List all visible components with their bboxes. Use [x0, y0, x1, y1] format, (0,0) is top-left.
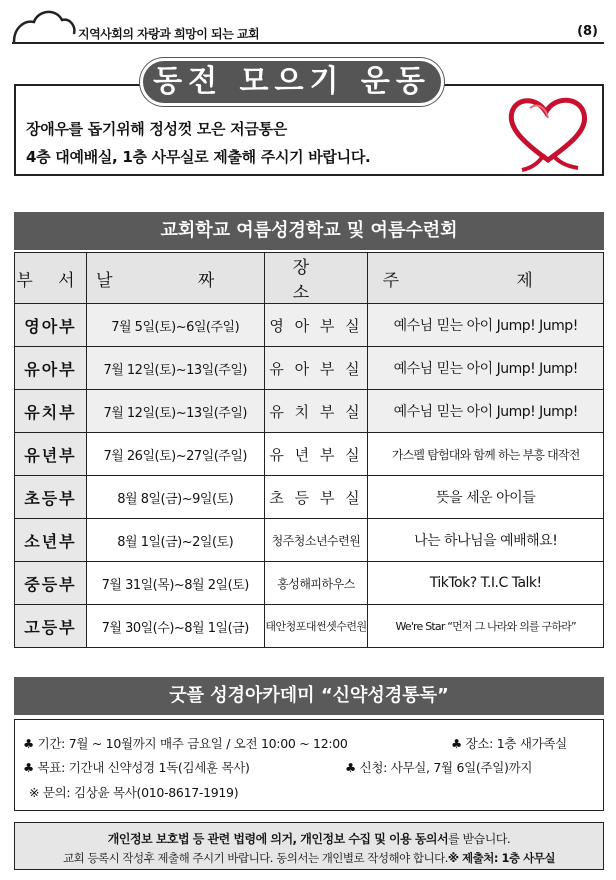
coin-drive-line-2: 4층 대예배실, 1층 사무실로 제출해 주시기 바랍니다.: [26, 148, 371, 166]
table-row: [15, 347, 604, 390]
summer-schedule-table: [14, 252, 604, 648]
coin-drive-line-1: 장애우를 돕기위해 정성껏 모은 저금통은: [26, 120, 287, 138]
theme-cell: 예수님 믿는 아이 Jump! Jump!: [368, 347, 604, 390]
page-header: [12, 8, 604, 44]
bible-academy-banner: 굿플 성경아카데미 “신약성경통독”: [14, 677, 604, 715]
academy-contact: ※ 문의: 김상윤 목사(010-8617-1919): [29, 785, 239, 800]
academy-period: ♣ 기간: 7월 ~ 10월까지 매주 금요일 / 오전 10:00 ~ 12:00: [23, 736, 348, 751]
table-row: [15, 304, 604, 347]
header-theme: 주 제: [368, 253, 604, 304]
header-dept: 부 서: [15, 253, 87, 304]
summer-program-banner: 교회학교 여름성경학교 및 여름수련회: [14, 212, 604, 250]
theme-cell: TikTok? T.I.C Talk!: [368, 562, 604, 605]
header-place: 장 소: [264, 253, 368, 304]
table-row: [15, 605, 604, 648]
privacy-notice-bold: 개인정보 보호법 등 관련 법령에 의거, 개인정보 수집 및 이용 동의서: [107, 832, 449, 846]
date-cell: 7월 12일(토)~13일(주일): [86, 347, 264, 390]
cloud-logo-icon: [12, 8, 78, 44]
table-row: [15, 562, 604, 605]
header-date: 날 짜: [86, 253, 264, 304]
dept-cell: 소년부: [15, 519, 87, 562]
privacy-notice-text: 교회 등록시 작성후 제출해 주시기 바랍니다. 동의서는 개인별로 작성해야 합니다.: [63, 851, 448, 865]
header-tagline: 지역사회의 자랑과 희망이 되는 교회: [78, 27, 260, 41]
table-row: [15, 519, 604, 562]
dept-cell: 유년부: [15, 433, 87, 476]
place-cell: 유 년 부 실: [264, 433, 368, 476]
academy-goal: ♣ 목표: 기간내 신약성경 1독(김세훈 목사): [23, 760, 250, 775]
theme-cell: 나는 하나님을 예배해요!: [368, 519, 604, 562]
submission-location: ※ 제출처: 1층 사무실: [447, 851, 555, 865]
table-header-row: [15, 253, 604, 304]
table-row: [15, 433, 604, 476]
theme-cell: 예수님 믿는 아이 Jump! Jump!: [368, 304, 604, 347]
heart-ribbon-icon: [500, 90, 596, 174]
bible-academy-box: [14, 719, 604, 811]
place-cell: 홍성해피하우스: [264, 562, 368, 605]
place-cell: 청주청소년수련원: [264, 519, 368, 562]
privacy-notice-line-2: [15, 850, 603, 866]
dept-cell: 영아부: [15, 304, 87, 347]
theme-cell: We're Star “먼저 그 나라와 의를 구하라”: [368, 605, 604, 648]
date-cell: 7월 5일(토)~6일(주일): [86, 304, 264, 347]
place-cell: 영 아 부 실: [264, 304, 368, 347]
dept-cell: 고등부: [15, 605, 87, 648]
place-cell: 태안청포대썬셋수련원: [264, 605, 368, 648]
academy-place: ♣ 장소: 1층 새가족실: [451, 736, 567, 751]
dept-cell: 초등부: [15, 476, 87, 519]
date-cell: 7월 26일(토)~27일(주일): [86, 433, 264, 476]
theme-cell: 가스펠 탐험대와 함께 하는 부흥 대작전: [368, 433, 604, 476]
date-cell: 7월 30일(수)~8월 1일(금): [86, 605, 264, 648]
theme-cell: 뜻을 세운 아이들: [368, 476, 604, 519]
theme-cell: 예수님 믿는 아이 Jump! Jump!: [368, 390, 604, 433]
dept-cell: 중등부: [15, 562, 87, 605]
date-cell: 7월 12일(토)~13일(주일): [86, 390, 264, 433]
table-row: [15, 390, 604, 433]
date-cell: 7월 31일(목)~8월 2일(토): [86, 562, 264, 605]
table-row: [15, 476, 604, 519]
place-cell: 유 치 부 실: [264, 390, 368, 433]
date-cell: 8월 8일(금)~9일(토): [86, 476, 264, 519]
dept-cell: 유아부: [15, 347, 87, 390]
academy-apply: ♣ 신청: 사무실, 7월 6일(주일)까지: [345, 760, 533, 775]
coin-drive-title: 동전 모으기 운동: [140, 58, 444, 106]
place-cell: 초 등 부 실: [264, 476, 368, 519]
privacy-notice-box: [14, 822, 604, 870]
place-cell: 유 아 부 실: [264, 347, 368, 390]
dept-cell: 유치부: [15, 390, 87, 433]
privacy-notice-line-1: [15, 830, 603, 847]
date-cell: 8월 1일(금)~2일(토): [86, 519, 264, 562]
header-rule: [12, 42, 604, 44]
privacy-notice-rest: 를 받습니다.: [448, 832, 511, 846]
page-number: (8): [577, 24, 598, 39]
